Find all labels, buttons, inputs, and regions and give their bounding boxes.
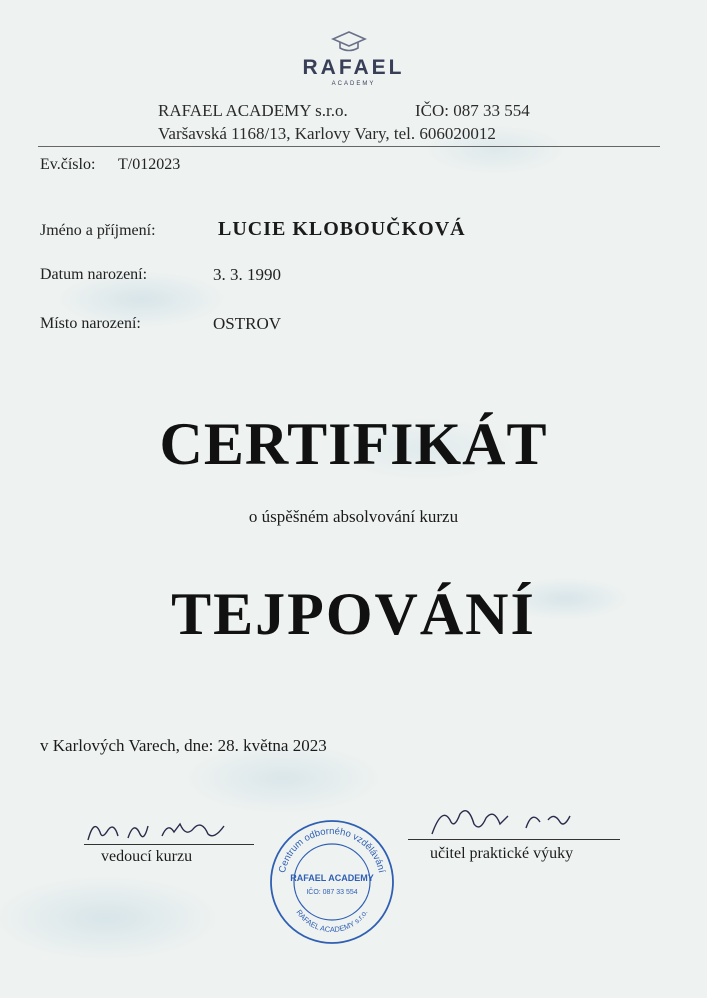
birth-place-label: Místo narození: [40,315,141,332]
issuer-ico: IČO: 087 33 554 [415,101,530,120]
graduation-cap-icon [331,30,367,54]
birth-place-value: OSTROV [213,314,282,333]
stamp-ring-text: Centrum odborného vzdělávání [276,825,388,874]
right-signature-role: učitel praktické výuky [430,845,574,862]
official-stamp [268,818,396,946]
right-signature-scribble [428,798,578,840]
logo-subtitle: ACADEMY [331,81,376,87]
birth-date-label: Datum narození: [40,266,148,283]
left-signature-line [84,844,254,845]
ev-number-value: T/012023 [118,156,181,173]
left-signature-scribble [84,812,244,848]
svg-text:RAFAEL ACADEMY s.r.o. [294,908,369,934]
course-name: TEJPOVÁNÍ [171,581,536,647]
ev-number-label: Ev.číslo: [40,156,96,173]
name-label: Jméno a příjmení: [40,222,156,239]
person-name: LUCIE KLOBOUČKOVÁ [218,218,466,240]
logo-wordmark: RAFAEL [302,56,405,79]
right-signature-line [408,839,620,840]
stamp-center-line1: RAFAEL ACADEMY [290,873,374,883]
stamp-bottom-text: RAFAEL ACADEMY s.r.o. [294,907,370,935]
stamp-center-line2: IČO: 087 33 554 [306,889,358,896]
header-divider [38,146,660,147]
birth-date-value: 3. 3. 1990 [213,265,281,284]
svg-text:Centrum odborného vzdělávání [277,826,387,874]
issuer-company: RAFAEL ACADEMY s.r.o. [158,101,348,120]
certificate-title: CERTIFIKÁT [159,411,548,477]
issuer-address: Varšavská 1168/13, Karlovy Vary, tel. 606020012 [158,124,496,143]
left-signature-role: vedoucí kurzu [101,848,193,865]
certificate-subtitle: o úspěšném absolvování kurzu [248,507,459,526]
place-date: v Karlových Varech, dne: 28. května 2023 [40,736,327,755]
